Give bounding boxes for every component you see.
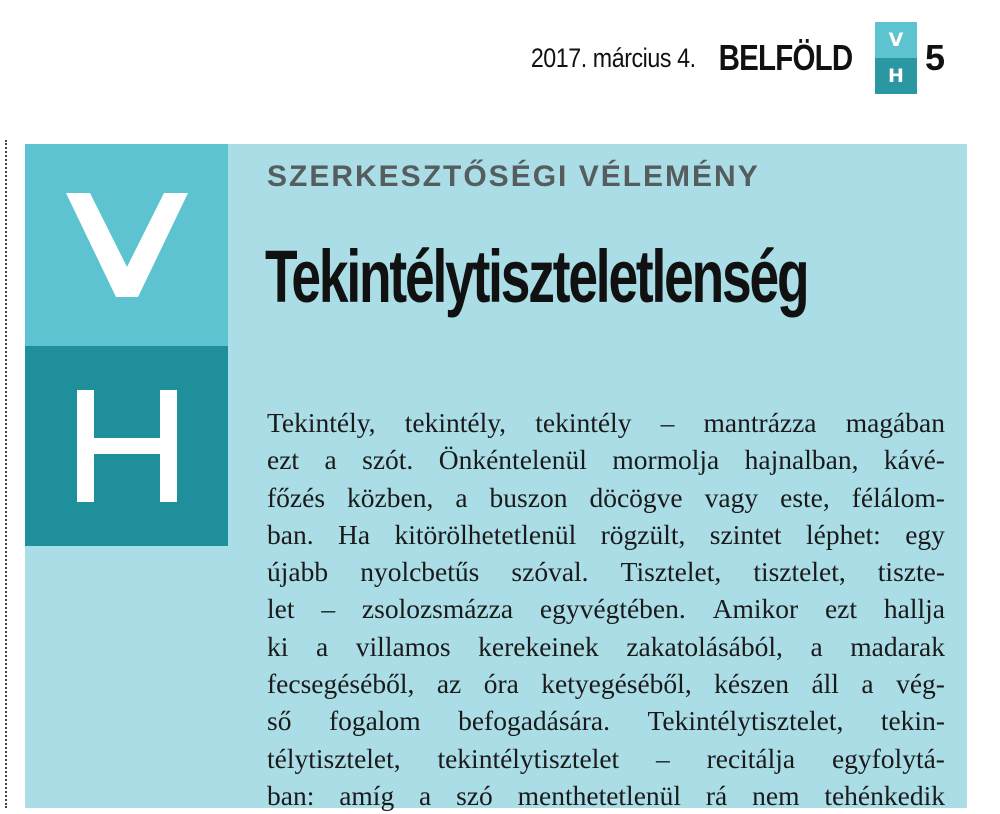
logo-small-h: H	[875, 58, 917, 94]
logo-small-v: V	[875, 22, 917, 58]
editorial-panel	[25, 144, 967, 811]
article-line: fecsegéséből, az óra ketyegéséből, készen áll a vég-	[267, 668, 945, 700]
article-line: Tekintély, tekintély, tekintély – mantrázza magában	[267, 407, 945, 438]
article-line: ban: amíg a szó menthetetlenül rá nem tehénkedik	[267, 779, 945, 811]
article-line: télytisztelet, tekintélytisztelet – recitálja egyfolytá-	[267, 742, 945, 774]
article-line: főzés közben, a buszon döcögve vagy este, félálom-	[267, 481, 945, 513]
section-name: BELFÖLD	[718, 37, 853, 78]
article-title: Tekintélytiszteletlenség	[265, 235, 808, 318]
issue-date: 2017. március 4.	[531, 42, 696, 73]
article-line: ban. Ha kitörölhetetlenül rögzült, szintet léphet: egy	[267, 518, 945, 550]
letter-v-glyph	[66, 193, 188, 297]
logo-v-block	[25, 144, 228, 346]
vh-logo-small	[875, 22, 917, 94]
column-divider	[5, 140, 7, 808]
page-number: 5	[924, 37, 945, 78]
article-kicker: SZERKESZTŐSÉGI VÉLEMÉNY	[267, 160, 760, 193]
article-line: ső fogalom befogadására. Tekintélytisztelet, tekin-	[267, 705, 945, 737]
page-header	[504, 22, 945, 94]
article-line: ezt a szót. Önkéntelenül mormolja hajnalban, kávé-	[267, 444, 945, 476]
logo-h-block	[25, 346, 228, 546]
article-body	[267, 404, 945, 814]
letter-h-glyph	[77, 390, 177, 502]
vh-logo-large	[25, 144, 228, 546]
article-line: ki a villamos kerekeinek zakatolásából, a madarak	[267, 630, 945, 662]
article-line: let – zsolozsmázza egyvégtében. Amikor ezt hallja	[267, 593, 945, 625]
article-line: újabb nyolcbetűs szóval. Tisztelet, tisztelet, tiszte-	[267, 556, 945, 588]
